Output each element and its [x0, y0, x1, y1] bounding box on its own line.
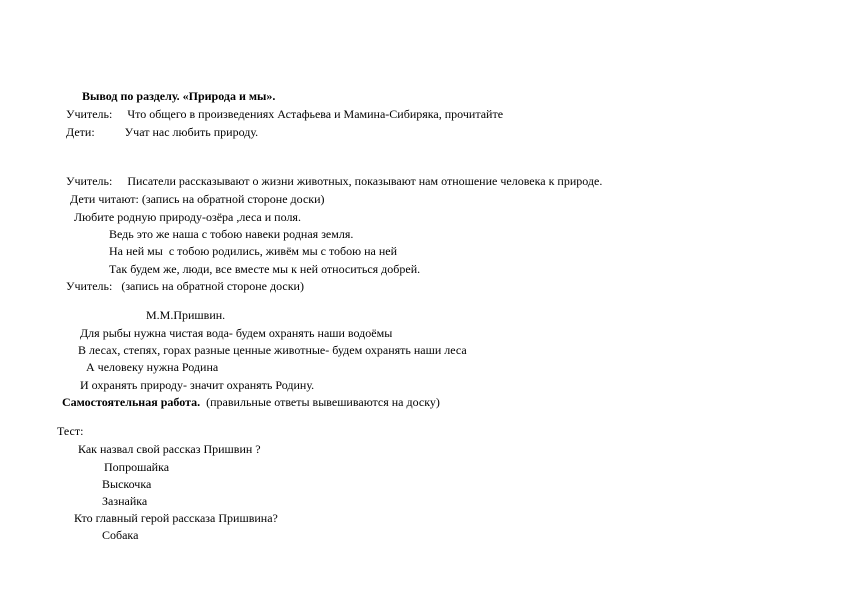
test-question: Как назвал свой рассказ Пришвин ? — [78, 442, 261, 456]
test-answer: Собака — [102, 528, 139, 542]
children-line: Дети: Учат нас любить природу. — [66, 125, 259, 139]
independent-work-line — [62, 395, 440, 409]
poem-line: Ведь это же наша с тобою навеки родная земля. — [109, 227, 354, 241]
quote-line: В лесах, степях, горах разные ценные животные- будем охранять наши леса — [78, 343, 467, 357]
poem-line: На ней мы с тобою родились, живём мы с тобою на ней — [109, 244, 398, 258]
teacher-line: Учитель: (запись на обратной стороне доски) — [66, 279, 304, 293]
teacher-line: Учитель: Что общего в произведениях Астафьева и Мамина-Сибиряка, прочитайте — [66, 107, 504, 121]
test-label: Тест: — [57, 424, 84, 438]
quote-line: Для рыбы нужна чистая вода- будем охранять наши водоёмы — [80, 326, 393, 340]
children-read-line: Дети читают: (запись на обратной стороне доски) — [70, 192, 325, 206]
teacher-line: Учитель: Писатели рассказывают о жизни животных, показывают нам отношение человека к природе. — [66, 174, 603, 188]
quote-line: А человеку нужна Родина — [86, 360, 219, 374]
test-answer: Выскочка — [102, 477, 152, 491]
section-title: Вывод по разделу. «Природа и мы». — [82, 89, 276, 103]
independent-work-label: Самостоятельная работа. — [62, 395, 201, 409]
test-answer: Попрошайка — [104, 460, 170, 474]
quote-line: И охранять природу- значит охранять Родину. — [80, 378, 315, 392]
poem-line: Так будем же, люди, все вместе мы к ней относиться добрей. — [109, 262, 421, 276]
poem-line: Любите родную природу-озёра ,леса и поля. — [74, 210, 301, 224]
author-name: М.М.Пришвин. — [146, 308, 226, 322]
independent-work-note: (правильные ответы вывешиваются на доску) — [200, 395, 440, 409]
test-question: Кто главный герой рассказа Пришвина? — [74, 511, 278, 525]
test-answer: Зазнайка — [102, 494, 148, 508]
